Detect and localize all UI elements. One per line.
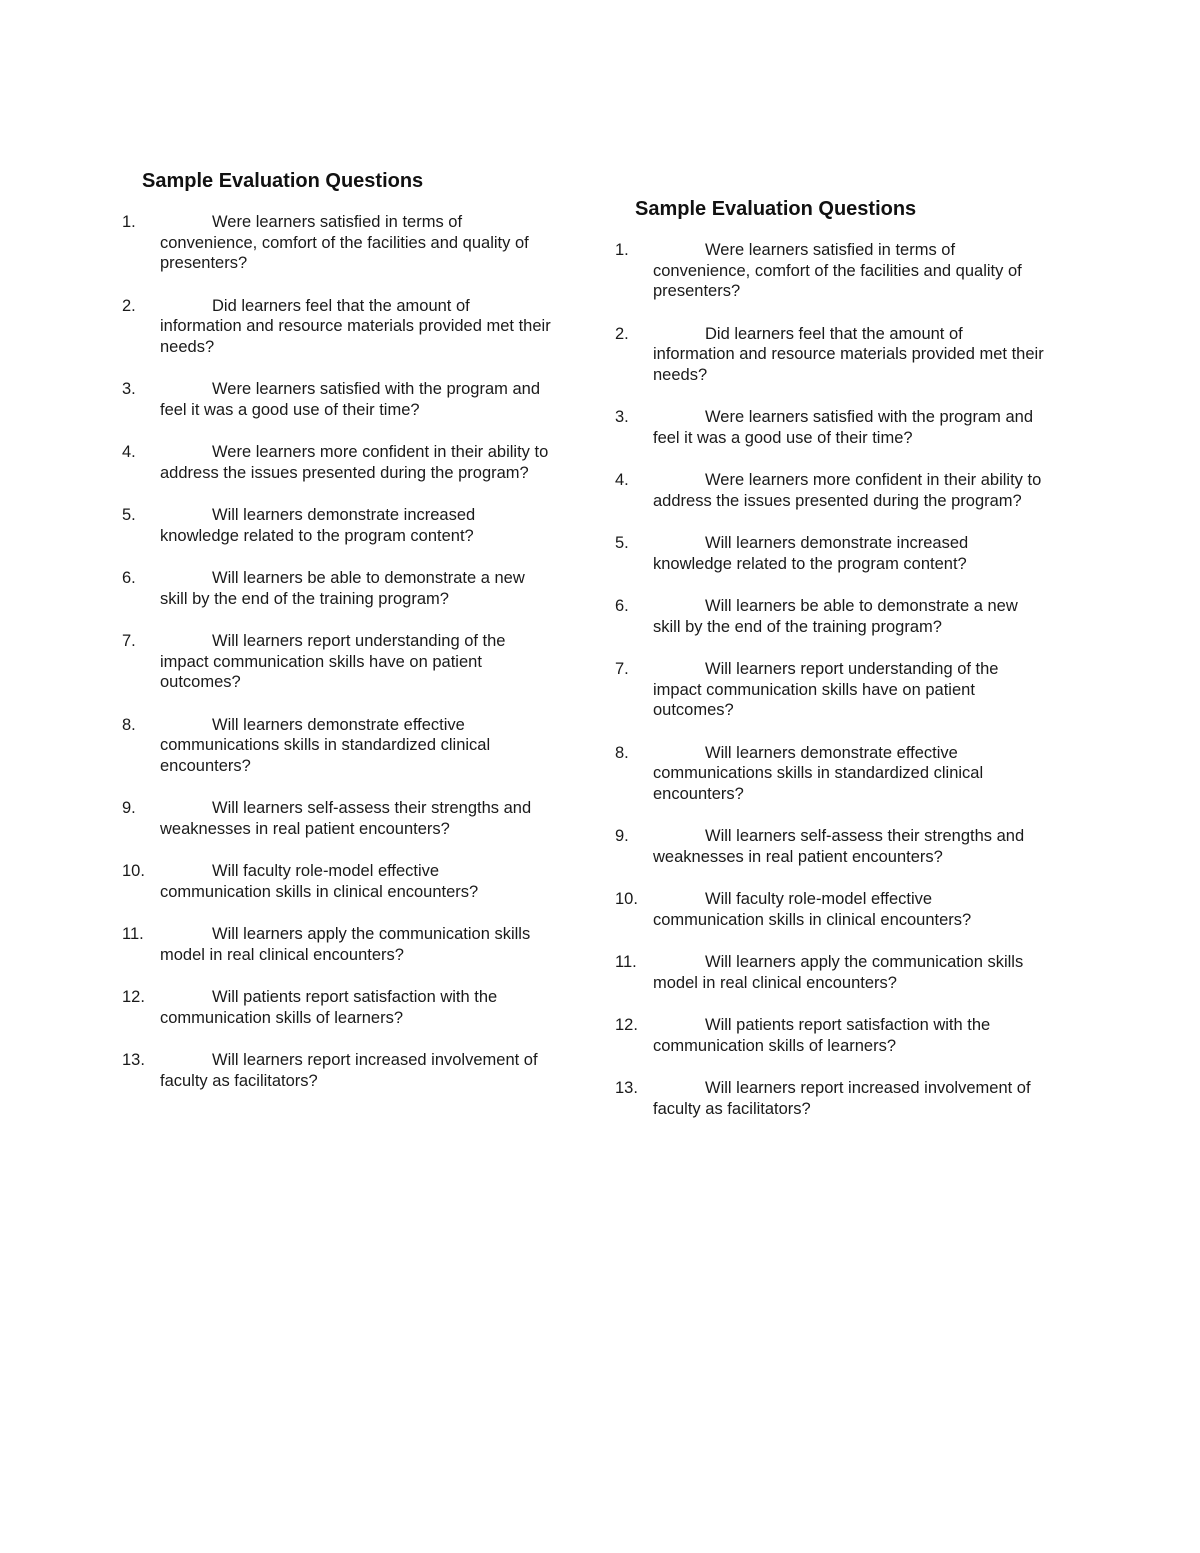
- item-number: 4.: [122, 443, 136, 461]
- list-item: [122, 987, 552, 1028]
- item-number: 6.: [122, 569, 136, 587]
- right-column: [615, 196, 1045, 1141]
- item-number: 10.: [615, 890, 638, 908]
- item-text: Were learners satisfied with the program and feel it was a good use of their time?: [653, 408, 1034, 447]
- item-text: Will patients report satisfaction with the communication skills of learners?: [653, 1016, 991, 1055]
- item-text: Will learners demonstrate effective communications skills in standardized clinical encounters?: [160, 715, 491, 775]
- list-item: [615, 470, 1045, 511]
- item-number: 8.: [122, 715, 136, 734]
- item-text: Will patients report satisfaction with the communication skills of learners?: [160, 988, 498, 1027]
- list-item: [615, 826, 1045, 867]
- item-number: 3.: [122, 380, 136, 398]
- item-number: 11.: [615, 953, 637, 971]
- item-number: 6.: [615, 597, 629, 615]
- item-number: 2.: [615, 324, 629, 343]
- list-item: [122, 715, 552, 777]
- item-text: Will learners apply the communication skills model in real clinical encounters?: [160, 925, 531, 964]
- list-item: [122, 568, 552, 609]
- question-list: [615, 240, 1045, 1119]
- item-number: 3.: [615, 408, 629, 426]
- item-text: Will learners report increased involvement of faculty as facilitators?: [160, 1051, 538, 1090]
- item-text: Will learners be able to demonstrate a new skill by the end of the training program?: [160, 569, 525, 608]
- item-text: Were learners satisfied in terms of convenience, comfort of the facilities and quality of presenters?: [160, 213, 529, 272]
- item-number: 11.: [122, 925, 144, 943]
- item-text: Did learners feel that the amount of information and resource materials provided met their needs?: [653, 324, 1044, 384]
- question-list: [122, 212, 552, 1091]
- item-number: 8.: [615, 743, 629, 762]
- item-text: Will faculty role-model effective communication skills in clinical encounters?: [160, 862, 479, 901]
- list-item: [122, 379, 552, 420]
- list-item: [615, 240, 1045, 302]
- list-item: [615, 952, 1045, 993]
- item-number: 7.: [615, 660, 629, 678]
- list-item: [615, 889, 1045, 930]
- item-number: 12.: [615, 1016, 638, 1034]
- item-number: 7.: [122, 632, 136, 650]
- page-title: Sample Evaluation Questions: [635, 198, 917, 220]
- item-text: Will faculty role-model effective communication skills in clinical encounters?: [653, 890, 972, 929]
- item-number: 12.: [122, 988, 145, 1006]
- left-column: [122, 168, 552, 1113]
- item-number: 1.: [615, 241, 629, 259]
- list-item: [615, 743, 1045, 805]
- item-text: Will learners be able to demonstrate a new skill by the end of the training program?: [653, 597, 1018, 636]
- item-number: 13.: [615, 1079, 638, 1097]
- item-number: 9.: [615, 827, 629, 845]
- list-item: [122, 442, 552, 483]
- item-text: Will learners report understanding of the impact communication skills have on patient outcomes?: [653, 660, 999, 719]
- list-item: [615, 324, 1045, 386]
- list-item: [122, 631, 552, 693]
- list-item: [122, 212, 552, 274]
- list-item: [122, 1050, 552, 1091]
- item-text: Will learners report understanding of the impact communication skills have on patient outcomes?: [160, 632, 506, 691]
- list-item: [615, 596, 1045, 637]
- item-text: Will learners self-assess their strengths and weaknesses in real patient encounters?: [160, 799, 532, 838]
- list-item: [615, 1078, 1045, 1119]
- item-text: Were learners satisfied in terms of convenience, comfort of the facilities and quality of presenters?: [653, 241, 1022, 300]
- item-number: 2.: [122, 296, 136, 315]
- item-number: 4.: [615, 471, 629, 489]
- item-text: Will learners demonstrate effective communications skills in standardized clinical encounters?: [653, 743, 984, 803]
- item-number: 9.: [122, 799, 136, 817]
- list-item: [615, 1015, 1045, 1056]
- item-number: 5.: [122, 506, 136, 524]
- item-number: 13.: [122, 1051, 145, 1069]
- list-item: [122, 296, 552, 358]
- item-text: Were learners more confident in their ability to address the issues presented during the program?: [653, 471, 1042, 510]
- item-text: Were learners satisfied with the program and feel it was a good use of their time?: [160, 380, 541, 419]
- item-text: Did learners feel that the amount of information and resource materials provided met their needs?: [160, 296, 551, 356]
- list-item: [122, 505, 552, 546]
- item-text: Will learners report increased involvement of faculty as facilitators?: [653, 1079, 1031, 1118]
- page-title: Sample Evaluation Questions: [142, 170, 424, 192]
- item-number: 10.: [122, 862, 145, 880]
- list-item: [615, 407, 1045, 448]
- list-item: [615, 659, 1045, 721]
- list-item: [122, 798, 552, 839]
- item-number: 1.: [122, 213, 136, 231]
- item-text: Will learners demonstrate increased knowledge related to the program content?: [653, 534, 969, 573]
- item-text: Will learners self-assess their strengths and weaknesses in real patient encounters?: [653, 827, 1025, 866]
- item-number: 5.: [615, 534, 629, 552]
- item-text: Will learners apply the communication skills model in real clinical encounters?: [653, 953, 1024, 992]
- item-text: Will learners demonstrate increased knowledge related to the program content?: [160, 506, 476, 545]
- item-text: Were learners more confident in their ability to address the issues presented during the program?: [160, 443, 549, 482]
- list-item: [122, 924, 552, 965]
- list-item: [615, 533, 1045, 574]
- list-item: [122, 861, 552, 902]
